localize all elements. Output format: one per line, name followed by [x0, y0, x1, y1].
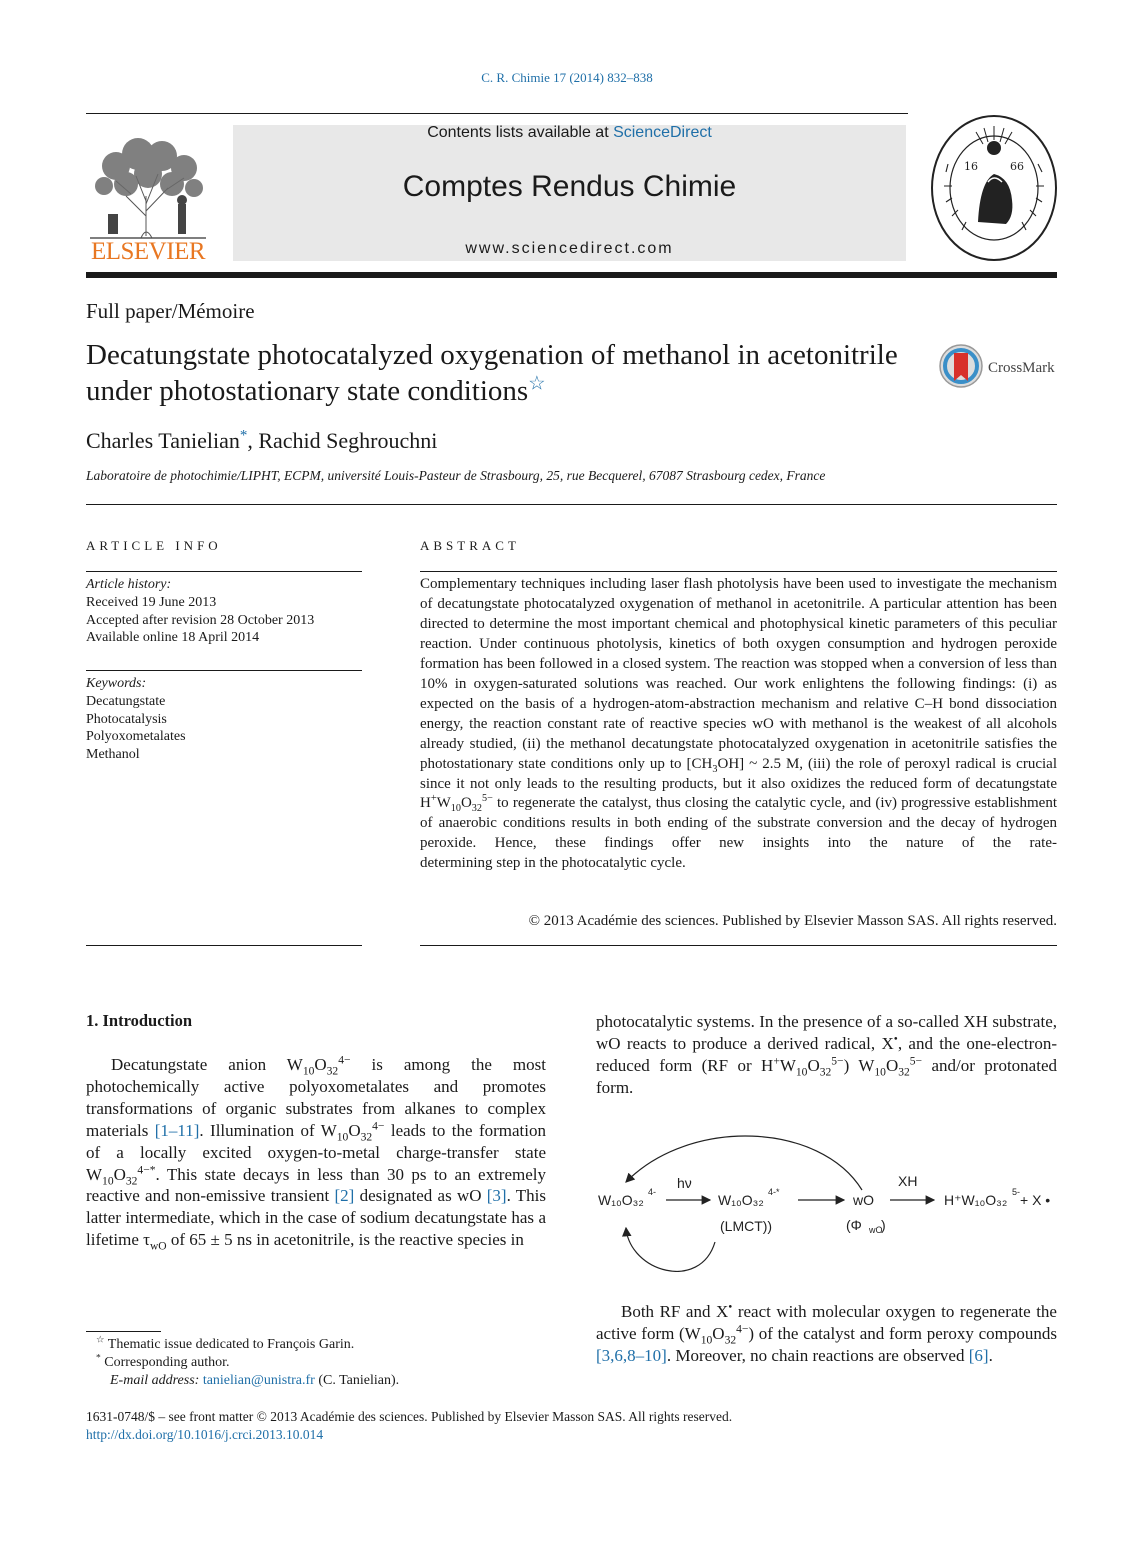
keyword-item: Photocatalysis: [86, 711, 167, 727]
footnote-corresponding: [86, 1354, 399, 1372]
author-2: Rachid Seghrouchni: [258, 428, 438, 453]
formula-charge-5: 5−: [481, 793, 493, 805]
footnote-email: [86, 1372, 399, 1390]
intro-text: is among the most photochemically active polyoxometalates and promotes transformations of organic substrates from alkanes to complex materials: [86, 1055, 546, 1140]
formula-sub-10: 10: [795, 1065, 808, 1079]
keywords-rule: [86, 670, 362, 671]
received-date: Received 19 June 2013: [86, 594, 217, 610]
formula-sub-10: 10: [700, 1333, 713, 1347]
scheme-phi-close: ): [881, 1217, 886, 1233]
formula-sub-10: 10: [450, 803, 461, 815]
history-label: Article history:: [86, 577, 172, 592]
intro-text: , and the one-electron-reduced form (RF or H: [596, 1033, 1057, 1075]
footnote-text: Corresponding author.: [104, 1355, 230, 1370]
journal-url[interactable]: www.sciencedirect.com: [465, 240, 674, 257]
formula-sub-32: 32: [724, 1333, 737, 1347]
intro-text: react with molecular oxygen to regenerate the active form (W: [596, 1302, 1057, 1343]
formula-sub-32: 32: [471, 803, 482, 815]
author-separator: ,: [247, 428, 259, 453]
formula-charge-4: 4−: [736, 1322, 749, 1336]
formula-charge-4-star: 4−*: [137, 1162, 156, 1176]
reference-link[interactable]: [3]: [486, 1186, 507, 1206]
formula-sub-10: 10: [874, 1065, 886, 1079]
scheme-product-charge: 5-: [1012, 1187, 1021, 1197]
formula-w: W: [436, 795, 451, 812]
elsevier-wordmark: ELSEVIER: [90, 238, 206, 265]
paper-title: [86, 337, 926, 409]
intro-text: ) of the catalyst and form peroxy compounds: [748, 1323, 1057, 1343]
scheme-reactant: W₁₀O₃₂: [598, 1192, 644, 1208]
intro-text: photocatalytic systems. In the presence of a so-called XH substrate, wO reacts to produce a derived radical, X: [596, 1012, 1057, 1053]
formula-o: O: [712, 1323, 725, 1343]
formula-charge-4: 4−: [372, 1119, 385, 1133]
paper-title-text: Decatungstate photocatalyzed oxygenation of methanol in acetonitrile under photostationary state conditions: [86, 339, 898, 407]
seal-year-left: 16: [964, 160, 978, 173]
article-info-bottom-rule: [86, 945, 362, 946]
abstract-text-part: Complementary techniques including laser flash photolysis have been used to investigate the mechanism of decatungstate photocatalyzed oxygenation of methanol in acetonitrile. A particular attention has been directed to determine the most important chemical and photophysical kinetic parameters of this peculiar reaction. Under continuous photolysis, kinetics of both oxygen consumption and hydrogen peroxide formation has been followed in a closed system. The reaction was stopped when a conversion of less than 10% in oxygen-saturated solutions was reached. Our work enlightens the following findings: (i) as expected on the basis of a hydrogen-atom-abstraction mechanism and relative C–H bond dissociation energy, the reaction constant rate of reactive species wO with methanol is the weakest of all alcohols already studied, (ii) the methanol decatungstate photocatalyzed oxygenation in acetonitrile satisfies the photostationary state conditions only up to [CH: [420, 576, 1057, 772]
formula-sub-32: 32: [819, 1065, 832, 1079]
keywords-block: [86, 675, 362, 764]
intro-text: . Illumination of W: [199, 1120, 337, 1140]
intro-text: and/or protonated form.: [596, 1055, 1057, 1097]
contents-prefix: Contents lists available at: [427, 124, 614, 141]
article-info-rule: [86, 571, 362, 572]
formula-o: O: [348, 1120, 361, 1140]
formula-sub-32: 32: [326, 1064, 339, 1078]
scheme-product: H⁺W₁₀O₃₂: [944, 1192, 1008, 1208]
keywords-label: Keywords:: [86, 676, 147, 691]
seal-year-right: 66: [1010, 160, 1024, 173]
scheme-hv-label: hν: [677, 1175, 692, 1191]
doi-link[interactable]: http://dx.doi.org/10.1016/j.crci.2013.10.014: [86, 1427, 324, 1442]
scheme-lmct-label: (LMCT)): [720, 1218, 773, 1234]
reaction-scheme: [590, 1132, 1060, 1272]
email-suffix: (C. Tanielian).: [314, 1373, 400, 1388]
introduction-paragraph: [86, 1054, 546, 1251]
intro-text: leads to the formation of a locally excited oxygen-to-metal charge-transfer state W: [86, 1120, 546, 1184]
formula-sub-32: 32: [898, 1065, 910, 1079]
author-1: Charles Tanielian: [86, 428, 240, 453]
formula-o: O: [885, 1055, 899, 1075]
scheme-wo: wO: [853, 1192, 874, 1208]
intro-text: Both RF and X: [621, 1302, 729, 1321]
scheme-phi: (Φ: [846, 1217, 862, 1233]
scheme-xh-label: XH: [898, 1173, 918, 1189]
abstract-last-line: determining step in the photocatalytic cycle.: [420, 855, 686, 872]
contents-line: [233, 124, 906, 142]
abstract-rule: [420, 571, 1057, 572]
formula-o: O: [314, 1055, 327, 1074]
abstract-bottom-rule: [420, 945, 1057, 946]
online-date: Available online 18 April 2014: [86, 630, 260, 646]
intro-text: . This latter intermediate, which in the case of sodium decatungstate has a lifetime τ: [86, 1186, 546, 1250]
sciencedirect-link[interactable]: ScienceDirect: [613, 124, 712, 141]
right-column-paragraph-2: [596, 1301, 1057, 1367]
radical-dot: •: [893, 1032, 898, 1046]
abstract-body: [420, 575, 1057, 874]
intro-text: of 65 ± 5 ns in acetonitrile, is the reactive species in: [166, 1230, 524, 1250]
formula-o: O: [460, 795, 472, 812]
formula-o: O: [807, 1055, 820, 1075]
ch3-subscript: 3: [712, 763, 718, 775]
authors-line: [86, 428, 437, 454]
scheme-excited-charge: 4-*: [768, 1187, 780, 1197]
section-heading-introduction: 1. Introduction: [86, 1011, 193, 1030]
abstract-heading: ABSTRACT: [420, 538, 520, 553]
intro-text: .: [988, 1345, 993, 1365]
formula-o: O: [113, 1164, 126, 1184]
scheme-product-tail: + X •: [1020, 1192, 1051, 1208]
formula-w: W: [779, 1055, 796, 1075]
formula-sub-32: 32: [125, 1173, 138, 1187]
plus-superscript: +: [773, 1054, 780, 1068]
crossmark-icon[interactable]: [938, 341, 1062, 391]
reference-link[interactable]: [6]: [968, 1345, 989, 1365]
intro-text: . This state decays in less than 30 ps to an extremely reactive and non-emissive transient: [86, 1164, 546, 1206]
reference-link[interactable]: [3,6,8–10]: [596, 1345, 667, 1365]
abstract-paragraph: [420, 575, 1057, 854]
keyword-item: Methanol: [86, 747, 140, 763]
issn-front-matter: 1631-0748/$ – see front matter © 2013 Académie des sciences. Published by Elsevier Masson SAS. All rights reserved.: [86, 1409, 733, 1424]
plus-superscript: +: [430, 793, 437, 805]
intro-text: designated as wO: [354, 1186, 487, 1206]
intro-text: . Moreover, no chain reactions are observed: [666, 1345, 969, 1365]
title-bottom-rule: [86, 504, 1057, 505]
academie-des-sciences-seal-icon: [928, 112, 1060, 264]
footnote-rule: [86, 1331, 161, 1332]
header-rule: [86, 113, 908, 114]
right-column-paragraph-1: [596, 1011, 1057, 1099]
journal-citation-link[interactable]: C. R. Chimie 17 (2014) 832–838: [481, 70, 653, 85]
paper-type: Full paper/Mémoire: [86, 299, 255, 323]
formula-sub-10: 10: [336, 1130, 349, 1144]
footnote-thematic: [86, 1336, 399, 1354]
footnote-asterisk-mark: *: [96, 1353, 101, 1364]
footnotes: [86, 1336, 399, 1390]
abstract-text-part: to regenerate the catalyst, thus closing the catalytic cycle, and (iv) progressive establishment of anaerobic conditions results in both ending of the substrate conversion and the decay of hydrogen peroxide. Hence, these findings offer new insights into the nature of the rate-: [420, 795, 1057, 852]
keyword-item: Decatungstate: [86, 693, 166, 709]
intro-text: ) W: [843, 1055, 875, 1075]
wo-subscript: wO: [149, 1239, 167, 1253]
formula-sub-32: 32: [360, 1130, 373, 1144]
scheme-phi-sub: wO: [869, 1225, 883, 1235]
article-history: [86, 576, 362, 647]
scheme-excited: W₁₀O₃₂: [718, 1192, 764, 1208]
abstract-text-part: OH] ~ 2.5 M, (iii) the role of peroxyl radical is crucial since it not only leads to the resulting products, but it also oxidizes the reduced form of decatungstate H: [420, 755, 1057, 812]
revised-date: Accepted after revision 28 October 2013: [86, 612, 315, 628]
reference-link[interactable]: [2]: [334, 1186, 355, 1206]
intro-text: Decatungstate anion W: [111, 1055, 303, 1074]
keyword-item: Polyoxometalates: [86, 729, 186, 745]
formula-charge-5: 5−: [909, 1054, 923, 1068]
title-star-footnote-mark[interactable]: ☆: [528, 372, 546, 395]
formula-sub-10: 10: [102, 1173, 114, 1187]
radical-dot: •: [728, 1300, 733, 1314]
masthead-thick-rule: [86, 272, 1057, 278]
reoxidation-arc: [626, 1136, 862, 1190]
formula-charge-4: 4−: [338, 1053, 351, 1067]
corresponding-author-mark[interactable]: *: [239, 427, 248, 444]
email-label: E-mail address:: [110, 1373, 203, 1388]
formula-charge-5: 5−: [831, 1054, 844, 1068]
footnote-star-mark: ☆: [96, 1335, 105, 1346]
formula-sub-10: 10: [302, 1064, 315, 1078]
affiliation: Laboratoire de photochimie/LIPHT, ECPM, université Louis-Pasteur de Strasbourg, 25, rue Becquerel, 67087 Strasbourg cedex, France: [86, 468, 826, 483]
email-link[interactable]: tanielian@unistra.fr: [202, 1373, 315, 1388]
crossmark-label: CrossMark: [988, 360, 1055, 376]
abstract-copyright: © 2013 Académie des sciences. Published by Elsevier Masson SAS. All rights reserved.: [528, 913, 1057, 929]
scheme-reactant-charge: 4-: [648, 1187, 657, 1197]
decay-arc: [626, 1228, 715, 1271]
reference-link[interactable]: [1–11]: [154, 1120, 200, 1140]
article-info-heading: ARTICLE INFO: [86, 538, 222, 553]
footnote-text: Thematic issue dedicated to François Garin.: [107, 1337, 355, 1352]
journal-name: Comptes Rendus Chimie: [402, 170, 737, 203]
